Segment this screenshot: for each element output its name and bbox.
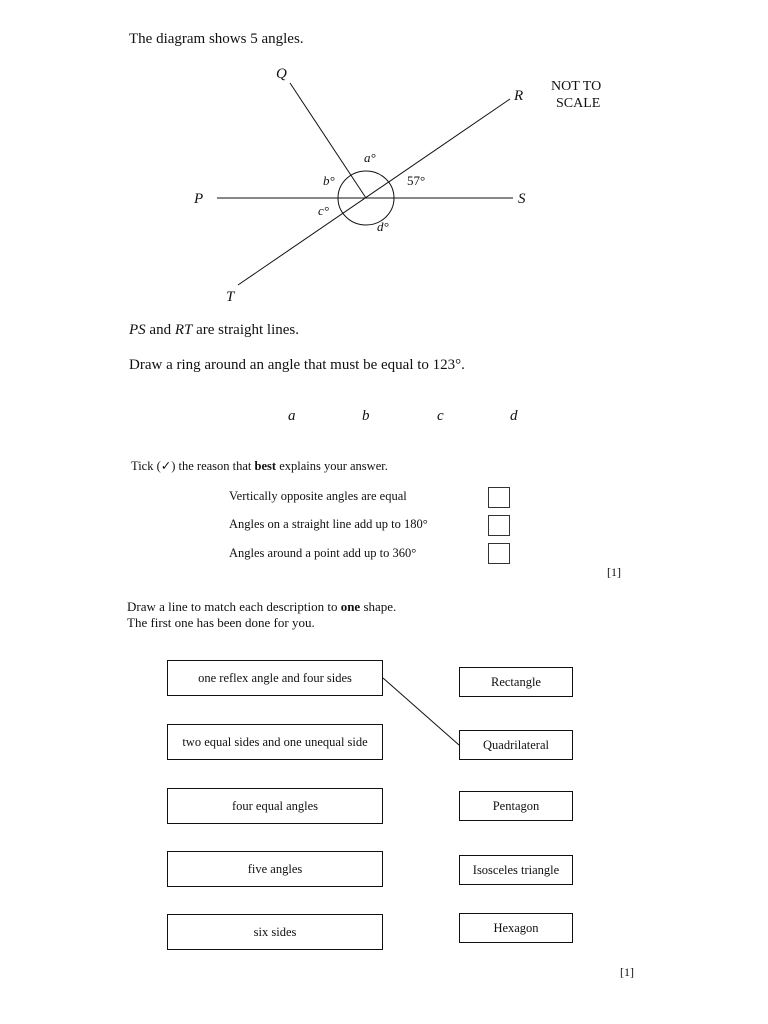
choice-b[interactable]: b — [362, 408, 370, 424]
shape-box-isosceles-triangle[interactable]: Isosceles triangle — [459, 855, 573, 885]
reason-straight-line: Angles on a straight line add up to 180° — [229, 517, 428, 531]
shape-box-quadrilateral[interactable]: Quadrilateral — [459, 730, 573, 760]
reason-around-point: Angles around a point add up to 360° — [229, 546, 417, 560]
not-to-scale-line2: SCALE — [556, 96, 601, 111]
description-box-reflex[interactable]: one reflex angle and four sides — [167, 660, 383, 696]
question2-mark: [1] — [620, 965, 634, 979]
choice-c[interactable]: c — [437, 408, 444, 424]
angle-label-b: b° — [323, 173, 335, 188]
line-rt — [238, 99, 510, 285]
choice-d[interactable]: d — [510, 408, 518, 424]
description-box-four-equal-angles[interactable]: four equal angles — [167, 788, 383, 824]
tick-instruction: Tick (✓) the reason that best explains your answer. — [131, 459, 388, 473]
choice-a[interactable]: a — [288, 408, 296, 424]
example-match-line — [383, 678, 459, 745]
not-to-scale-line1: NOT TO — [551, 79, 602, 94]
tickbox-vertically-opposite[interactable] — [488, 487, 510, 508]
description-box-six-sides[interactable]: six sides — [167, 914, 383, 950]
angle-label-57: 57° — [407, 173, 426, 188]
description-box-five-angles[interactable]: five angles — [167, 851, 383, 887]
match-instruction-line1: Draw a line to match each description to one shape. — [127, 599, 397, 614]
point-label-q: Q — [276, 66, 287, 82]
angle-label-c: c° — [318, 203, 329, 218]
shape-box-rectangle[interactable]: Rectangle — [459, 667, 573, 697]
tickbox-around-point[interactable] — [488, 543, 510, 564]
point-label-r: R — [514, 88, 524, 104]
reason-vertically-opposite: Vertically opposite angles are equal — [229, 489, 407, 503]
question-intro: The diagram shows 5 angles. — [129, 31, 304, 47]
match-instruction-line2: The first one has been done for you. — [127, 615, 315, 630]
match-instruction — [127, 599, 396, 631]
tickbox-straight-line[interactable] — [488, 515, 510, 536]
angle-label-a: a° — [364, 150, 376, 165]
angles-diagram — [0, 0, 768, 320]
straight-lines-statement: PS and RT are straight lines. — [129, 322, 299, 338]
ring-instruction: Draw a ring around an angle that must be equal to 123°. — [129, 357, 465, 373]
point-label-t: T — [226, 289, 235, 305]
description-box-two-equal-sides[interactable]: two equal sides and one unequal side — [167, 724, 383, 760]
point-label-s: S — [518, 191, 526, 207]
shape-box-pentagon[interactable]: Pentagon — [459, 791, 573, 821]
angle-label-d: d° — [377, 219, 389, 234]
point-label-p: P — [194, 191, 204, 207]
question1-mark: [1] — [607, 565, 621, 579]
shape-box-hexagon[interactable]: Hexagon — [459, 913, 573, 943]
